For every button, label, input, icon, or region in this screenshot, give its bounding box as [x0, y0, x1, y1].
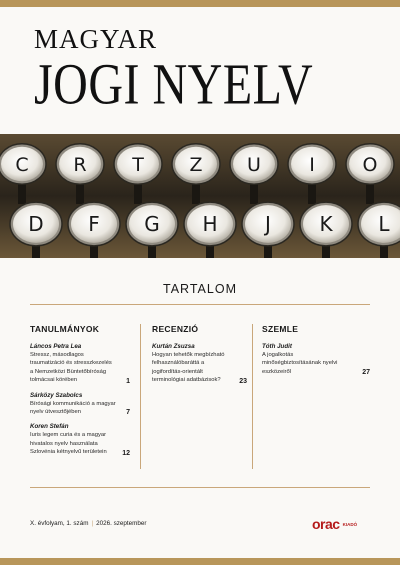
toc-divider-top [30, 304, 370, 305]
section-heading: TANULMÁNYOK [30, 324, 100, 334]
issue-info [30, 520, 147, 527]
key-letter: C [15, 154, 29, 176]
typewriter-photo [0, 134, 400, 258]
issue-number: X. évfolyam, 1. szám [30, 520, 89, 527]
publisher-logo [312, 516, 357, 534]
entry-author: Koren Stefán [30, 423, 69, 431]
key-letter: U [247, 154, 261, 176]
entry-title: Hogyan tehetők megbízható felhasználóbaráttá a jogifordítás-orientált terminológiai adatbázisok? [152, 352, 225, 384]
toc-divider-bottom [30, 487, 370, 488]
key-letter: G [144, 212, 160, 236]
key-letter: Z [189, 154, 203, 176]
entry-page: 1 [126, 377, 130, 385]
toc-column-survey [262, 324, 372, 383]
issue-date: 2026. szeptember [96, 520, 147, 527]
entry-title: Stressz, másodlagos traumatizáció és stresszkezelés a Nemzetközi Büntetőbíróság tolmácsai körében [30, 352, 112, 384]
journal-title-line2: JOGI NYELV [34, 52, 314, 118]
key-letter: H [202, 212, 218, 236]
entry-title: A jogalkotás minőségbiztosításának nyelvi eszközeiről [262, 352, 338, 375]
key-letter: O [362, 154, 378, 176]
entry-page: 7 [126, 409, 130, 417]
column-divider-1 [140, 324, 141, 469]
key-letter: J [265, 212, 271, 236]
entry-page: 23 [239, 377, 247, 385]
issue-separator: | [91, 520, 94, 527]
entry-author: Sárközy Szabolcs [30, 391, 83, 399]
toc-column-review [152, 324, 252, 392]
column-divider-2 [252, 324, 253, 469]
journal-title-line1: MAGYAR [34, 24, 158, 54]
toc-heading: TARTALOM [163, 282, 237, 296]
bottom-accent-bar [0, 558, 400, 565]
entry-title: Iuris legem curia és a magyar hivatalos nyelv használata Szlovénia kétnyelvű területein [30, 432, 107, 456]
entry-page: 12 [122, 449, 130, 457]
top-accent-bar [0, 0, 400, 7]
toc-entry[interactable] [30, 392, 130, 417]
key-letter: R [73, 154, 87, 176]
entry-author: Kurtán Zsuzsa [152, 343, 195, 350]
key-letter: T [132, 154, 144, 176]
typewriter-keys-image [0, 134, 400, 258]
toc-entry[interactable] [30, 423, 130, 456]
masthead [34, 24, 374, 118]
entry-author: Láncos Petra Lea [30, 343, 82, 350]
key-letter: L [378, 212, 390, 236]
entry-page: 27 [362, 369, 370, 377]
publisher-suffix: KIADÓ [342, 522, 358, 527]
key-letter: I [309, 154, 315, 176]
publisher-name: orac [312, 516, 340, 532]
toc-entry[interactable] [262, 343, 372, 376]
toc-entry[interactable] [152, 343, 252, 385]
section-heading: SZEMLE [262, 324, 299, 334]
key-letter: D [28, 212, 44, 236]
entry-author: Tóth Judit [262, 343, 292, 350]
toc-entry[interactable] [30, 343, 130, 385]
entry-title: Bírósági kommunikáció a magyar nyelv útvesztőjében [30, 400, 116, 416]
toc-column-studies [30, 324, 130, 464]
key-letter: K [319, 212, 333, 236]
key-letter: F [88, 212, 100, 236]
section-heading: RECENZIÓ [152, 324, 199, 334]
